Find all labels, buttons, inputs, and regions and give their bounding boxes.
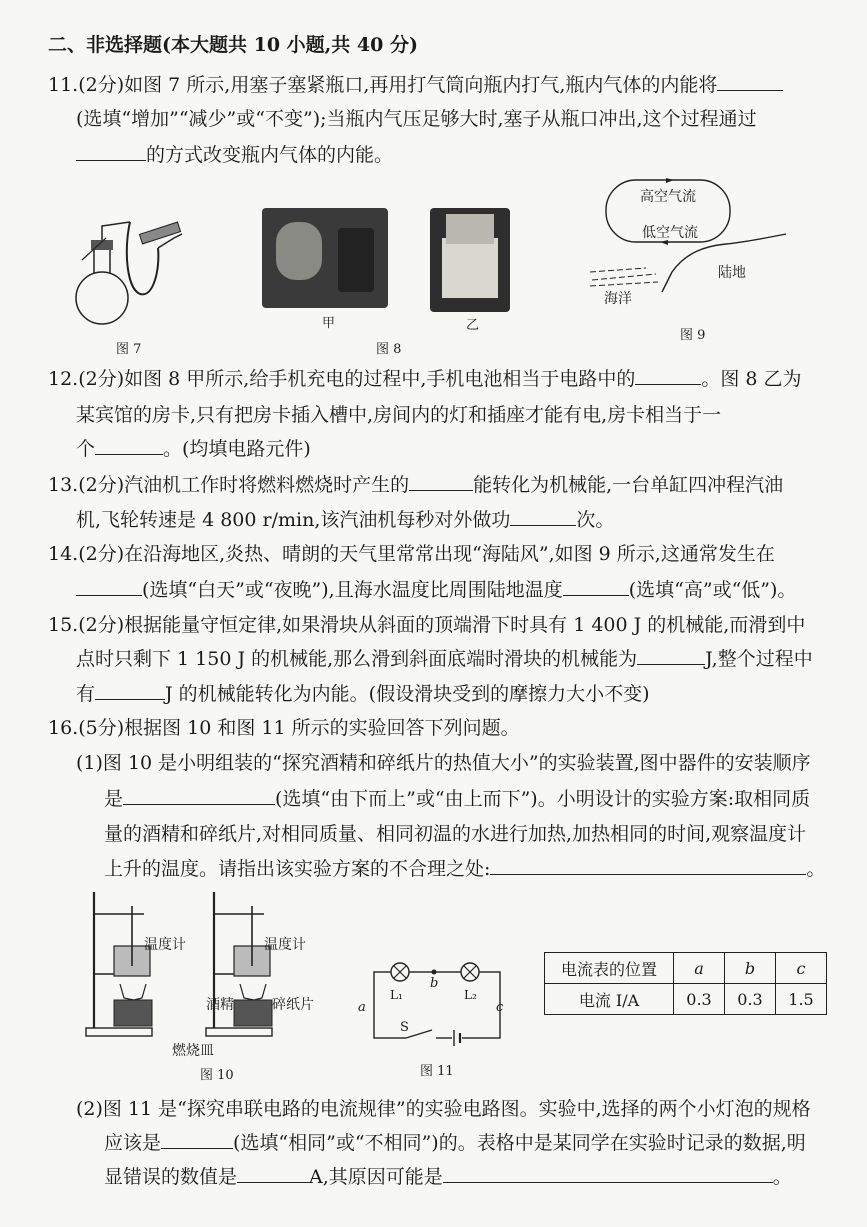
- q16-blank-2[interactable]: [490, 856, 806, 875]
- q16-p1-line-1: (1)图 10 是小明组装的“探究酒精和碎纸片的热值大小”的实验装置,图中器件的安装顺序: [76, 752, 811, 774]
- q13-text-2a: 机,飞轮转速是 4 800 r/min,该汽油机每秒对外做功: [76, 509, 511, 531]
- q14-line-2: [76, 577, 796, 603]
- figure-9-land: 陆地: [718, 265, 746, 281]
- q11-text-3: 的方式改变瓶内气体的内能。: [146, 144, 394, 166]
- q16-p2-text-2b: (选填“相同”或“不相同”)的。表格中是某同学在实验时记录的数据,明: [233, 1132, 806, 1154]
- q16-p2-line-1: (2)图 11 是“探究串联电路的电流规律”的实验电路图。实验中,选择的两个小灯泡的规格: [76, 1098, 811, 1120]
- q16-p2-text-3b: A,其原因可能是: [309, 1166, 443, 1188]
- q11-blank-1[interactable]: [717, 72, 783, 91]
- q16-p1-line-4: [104, 856, 825, 882]
- figure-10-alcohol: 酒精: [206, 997, 234, 1013]
- figure-11-point-c: c: [496, 1000, 504, 1015]
- q13-line-2: [76, 507, 614, 533]
- q16-p2-line-3: [104, 1164, 792, 1190]
- q14-line-1: 14.(2分)在沿海地区,炎热、晴朗的天气里常常出现“海陆风”,如图 9 所示,这通常发生在: [48, 543, 775, 565]
- q11-line-1: [48, 72, 783, 98]
- figure-9-caption: 图 9: [680, 328, 706, 343]
- q16-blank-4[interactable]: [237, 1164, 309, 1183]
- table-cell: 0.3: [674, 984, 725, 1015]
- q13-blank-1[interactable]: [409, 472, 473, 491]
- apparatus-right: [206, 892, 272, 1036]
- table-header-cell: a: [674, 953, 725, 984]
- q16-p1-text-4a: 上升的温度。请指出该实验方案的不合理之处:: [104, 858, 491, 880]
- table-cell: 0.3: [725, 984, 776, 1015]
- figure-8a-label: 甲: [322, 316, 336, 331]
- figure-9-sea: 海洋: [604, 291, 632, 307]
- figure-8b-label: 乙: [466, 318, 480, 333]
- q15-text-3a: 有: [76, 683, 96, 705]
- figure-7-caption: 图 7: [116, 342, 142, 357]
- q11-blank-2[interactable]: [76, 142, 146, 161]
- figure-8b-room-card-photo: [430, 208, 510, 312]
- table-header-cell: b: [725, 953, 776, 984]
- current-data-table: [544, 952, 827, 1015]
- figure-10-thermometer-left: 温度计: [144, 937, 186, 953]
- q12-line-3: [76, 436, 311, 462]
- q12-blank-2[interactable]: [95, 436, 163, 455]
- q14-blank-2[interactable]: [563, 577, 629, 596]
- figure-7-flask-pump: [70, 208, 190, 338]
- q15-line-2: [76, 646, 813, 672]
- figure-11-switch-S: S: [400, 1020, 409, 1035]
- q12-blank-1[interactable]: [635, 366, 701, 385]
- figure-10-dish: 燃烧皿: [172, 1043, 214, 1059]
- q12-line-1: [48, 366, 802, 392]
- section-title: 二、非选择题(本大题共 10 小题,共 40 分): [48, 34, 418, 56]
- figure-11-L2: L₂: [464, 988, 477, 1002]
- figure-11-caption: 图 11: [420, 1064, 454, 1079]
- q16-p1-line-2: [104, 786, 810, 812]
- q13-line-1: [48, 472, 783, 498]
- figure-11-L1: L₁: [390, 988, 403, 1002]
- figure-10-heat-value-apparatus: [80, 888, 280, 1048]
- figure-8a-phone-charging-photo: [262, 208, 388, 308]
- q15-line-3: [76, 681, 650, 707]
- apparatus-left: [86, 892, 152, 1036]
- q16-p1-line-3: 量的酒精和碎纸片,对相同质量、相同初温的水进行加热,加热相同的时间,观察温度计: [104, 823, 807, 845]
- q15-text-2a: 点时只剩下 1 150 J 的机械能,那么滑到斜面底端时滑块的机械能为: [76, 648, 638, 670]
- q13-text-1b: 能转化为机械能,一台单缸四冲程汽油: [473, 474, 784, 496]
- q15-blank-1[interactable]: [637, 646, 705, 665]
- figure-11-point-a: a: [358, 1000, 366, 1015]
- figure-10-paper: 碎纸片: [272, 997, 314, 1013]
- q16-p2-text-3c: 。: [772, 1166, 792, 1188]
- table-cell: 1.5: [776, 984, 827, 1015]
- figure-11-series-circuit: [370, 962, 510, 1046]
- q15-blank-2[interactable]: [95, 681, 165, 700]
- table-cell: 电流 I/A: [545, 984, 674, 1015]
- q12-text-3a: 个: [76, 438, 96, 460]
- table-header-cell: 电流表的位置: [545, 953, 674, 984]
- figure-9-low-air: 低空气流: [642, 225, 698, 241]
- q15-line-1: 15.(2分)根据能量守恒定律,如果滑块从斜面的顶端滑下时具有 1 400 J 的机械能,而滑到中: [48, 614, 806, 636]
- q13-text-2b: 次。: [576, 509, 615, 531]
- q15-text-2b: J,整个过程中: [705, 648, 813, 670]
- q16-p1-text-4b: 。: [806, 858, 826, 880]
- q16-p2-text-3a: 显错误的数值是: [104, 1166, 238, 1188]
- q11-text-1: 11.(2分)如图 7 所示,用塞子塞紧瓶口,再用打气筒向瓶内打气,瓶内气体的内能将: [48, 74, 718, 96]
- q12-text-1a: 12.(2分)如图 8 甲所示,给手机充电的过程中,手机电池相当于电路中的: [48, 368, 636, 390]
- q11-line-2: (选填“增加”“减少”或“不变”);当瓶内气压足够大时,塞子从瓶口冲出,这个过程通过: [76, 108, 757, 130]
- q16-blank-3[interactable]: [161, 1130, 233, 1149]
- q12-text-1b: 。图 8 乙为: [701, 368, 802, 390]
- q16-p1-text-2a: 是: [104, 788, 124, 810]
- figure-11-point-b: b: [430, 976, 439, 991]
- q15-text-3b: J 的机械能转化为内能。(假设滑块受到的摩擦力大小不变): [165, 683, 650, 705]
- table-header-row: [545, 953, 827, 984]
- q14-text-2b: (选填“高”或“低”)。: [628, 579, 797, 601]
- figure-9-high-air: 高空气流: [640, 189, 696, 205]
- q16-intro: 16.(5分)根据图 10 和图 11 所示的实验回答下列问题。: [48, 717, 520, 739]
- q14-blank-1[interactable]: [76, 577, 142, 596]
- figure-10-thermometer-right: 温度计: [264, 937, 306, 953]
- figure-8-caption: 图 8: [376, 342, 402, 357]
- q12-text-3b: 。(均填电路元件): [163, 438, 311, 460]
- q16-p2-line-2: [104, 1130, 806, 1156]
- q16-blank-1[interactable]: [123, 786, 275, 805]
- q16-blank-5[interactable]: [443, 1164, 773, 1183]
- q16-p2-text-2a: 应该是: [104, 1132, 162, 1154]
- q11-line-3: [76, 142, 393, 168]
- q13-text-1a: 13.(2分)汽油机工作时将燃料燃烧时产生的: [48, 474, 410, 496]
- figure-10-caption: 图 10: [200, 1068, 234, 1083]
- table-header-cell: c: [776, 953, 827, 984]
- q14-text-2a: (选填“白天”或“夜晚”),且海水温度比周围陆地温度: [142, 579, 563, 601]
- q13-blank-2[interactable]: [510, 507, 576, 526]
- table-row: [545, 984, 827, 1015]
- q16-p1-text-2b: (选填“由下而上”或“由上而下”)。小明设计的实验方案:取相同质: [275, 788, 811, 810]
- q12-line-2: 某宾馆的房卡,只有把房卡插入槽中,房间内的灯和插座才能有电,房卡相当于一: [76, 404, 722, 426]
